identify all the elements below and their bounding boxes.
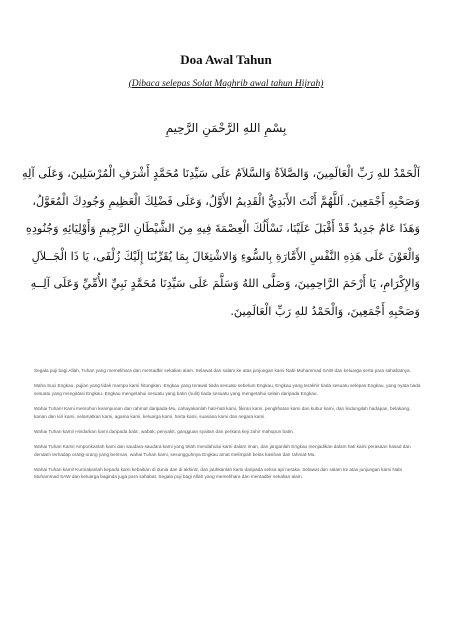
arabic-line: وَهَذَا عَامٌ جَدِيدٌ قَدْ أَقْبَلَ عَلَيْنَا، نَسْأَلُكَ الْعِصْمَةَ فِيهِ مِنَ الشَّيْطَانِ الرَّجِيمِ وَأَوْلِيَائِهِ وَجُنُودِهِ	[25, 222, 420, 235]
translation-paragraph: Maha Suci Engkau, pujian yang tidak mampu kami hitungkan. Engkau yang terawal tiada sesuatu sebelum Engkau, Engkau yang terakhir tiada sesuatu selepas Engkau, yang nyata tiada sesuatu yang mengatasi Engkau. Engkau mengetahui sesuatu yang batin (sulit) tiada sesuatu yang mengetahui selain daripada Engkau.	[34, 383, 421, 396]
arabic-line: اَلْحَمْدُ للهِ رَبِّ الْعَالَمِينَ، وَالصَّلاَةُ وَالسَّلاَمُ عَلَى سَيِّدِنَا مُحَمَّدٍ أَشْرَفِ الْمُرْسَلِينَ، وَعَلَى آلِهِ	[21, 167, 420, 180]
arabic-line: وَصَحْبِهِ أَجْمَعِينَ، وَالْحَمْدُ للهِ رَبِّ الْعَالَمِينَ.	[230, 304, 420, 318]
arabic-prayer-text	[21, 160, 420, 325]
arabic-line: وَصَحْبِهِ أَجْمَعِينَ. اَللَّهُمَّ أَنْتَ الأَبَدِيُّ الْقَدِيمُ الأَوَّلُ، وَعَلَى فَضْلِكَ الْعَظِيمِ وَجُودِكَ الْمُعَوَّلُ،	[32, 194, 420, 208]
translation-paragraph: Wahai Tuhan kami! Kurniakanlah kepada kami kebaikan di dunia dan di akhirat, dan jauhkanlah kami daripada seksa api neraka. Selawat dan salam ke atas junjungan kami Nabi Muhammad SAW dan keluarga baginda juga para sahabat. Segala puji bagi Allah yang memelihara dan mentadbir sekalian alam.	[34, 466, 403, 480]
document-title: Doa Awal Tahun	[180, 52, 272, 67]
arabic-line: وَالْعَوْنَ عَلَى هَذِهِ النَّفْسِ الأَمَّارَةِ بِالسُّوءِ وَالاشْتِغَالَ بِمَا يُقَرِّبُنَا إِلَيْكَ زُلْفَى، يَا ذَا الْجَــلاَلِ	[31, 249, 420, 263]
translation-paragraph: Wahai Tuhan Kami! Ampunkanlah kami dan saudara-saudara kami yang telah mendahului kami dalam iman, dan janganlah Engkau menjadikan dalam hati kami perasaan hasad dan dendam terhadap orang-orang yang beriman, wahai Tuhan kami, sesungguhnya Engkau amat melimpah belas kasihan dan rahmat-Mu.	[34, 443, 411, 457]
translation-paragraph: Segala puji bagi Allah, Tuhan yang memelihara dan mentadbir sekalian alam. Selawat dan salam ke atas junjungan kami Nabi Muhammad SAW dan keluarga serta para sahabatnya.	[34, 368, 411, 373]
malay-translation	[34, 367, 422, 489]
translation-paragraph: Wahai Tuhan kami! Hindarkan kami daripada bala', wabak, penyakit, gangguan syaitan dan perkara keji zahir mahupun batin.	[34, 428, 294, 434]
arabic-line: وَالإِكْرَامِ، يَا أَرْحَمَ الرَّاحِمِينَ، وَصَلَّى اللهُ وَسَلَّمَ عَلَى سَيِّدِنَا مُحَمَّدٍ نَبِيِّ الأُمِّيِّ وَعَلَى آلِــهِ	[30, 277, 420, 290]
translation-paragraph: Wahai Tuhan! Kami memohon keampunan dan rahmat daripada-Mu, cahayakanlah hati-hati kami, fikiran kami, penglihatan kami dan kubur kami, dan lindungilah hadapan, belakang, kanan dan kiri kami, selamatkan kami, agama kami, keluarga kami, harta kami, suasana kami dan negara kami.	[34, 405, 411, 419]
document-subtitle: (Dibaca selepas Solat Maghrib awal tahun Hijrah)	[128, 79, 324, 89]
basmala-line: بِسْمِ اللهِ الرَّحْمَنِ الرَّحِيمِ	[165, 121, 287, 135]
